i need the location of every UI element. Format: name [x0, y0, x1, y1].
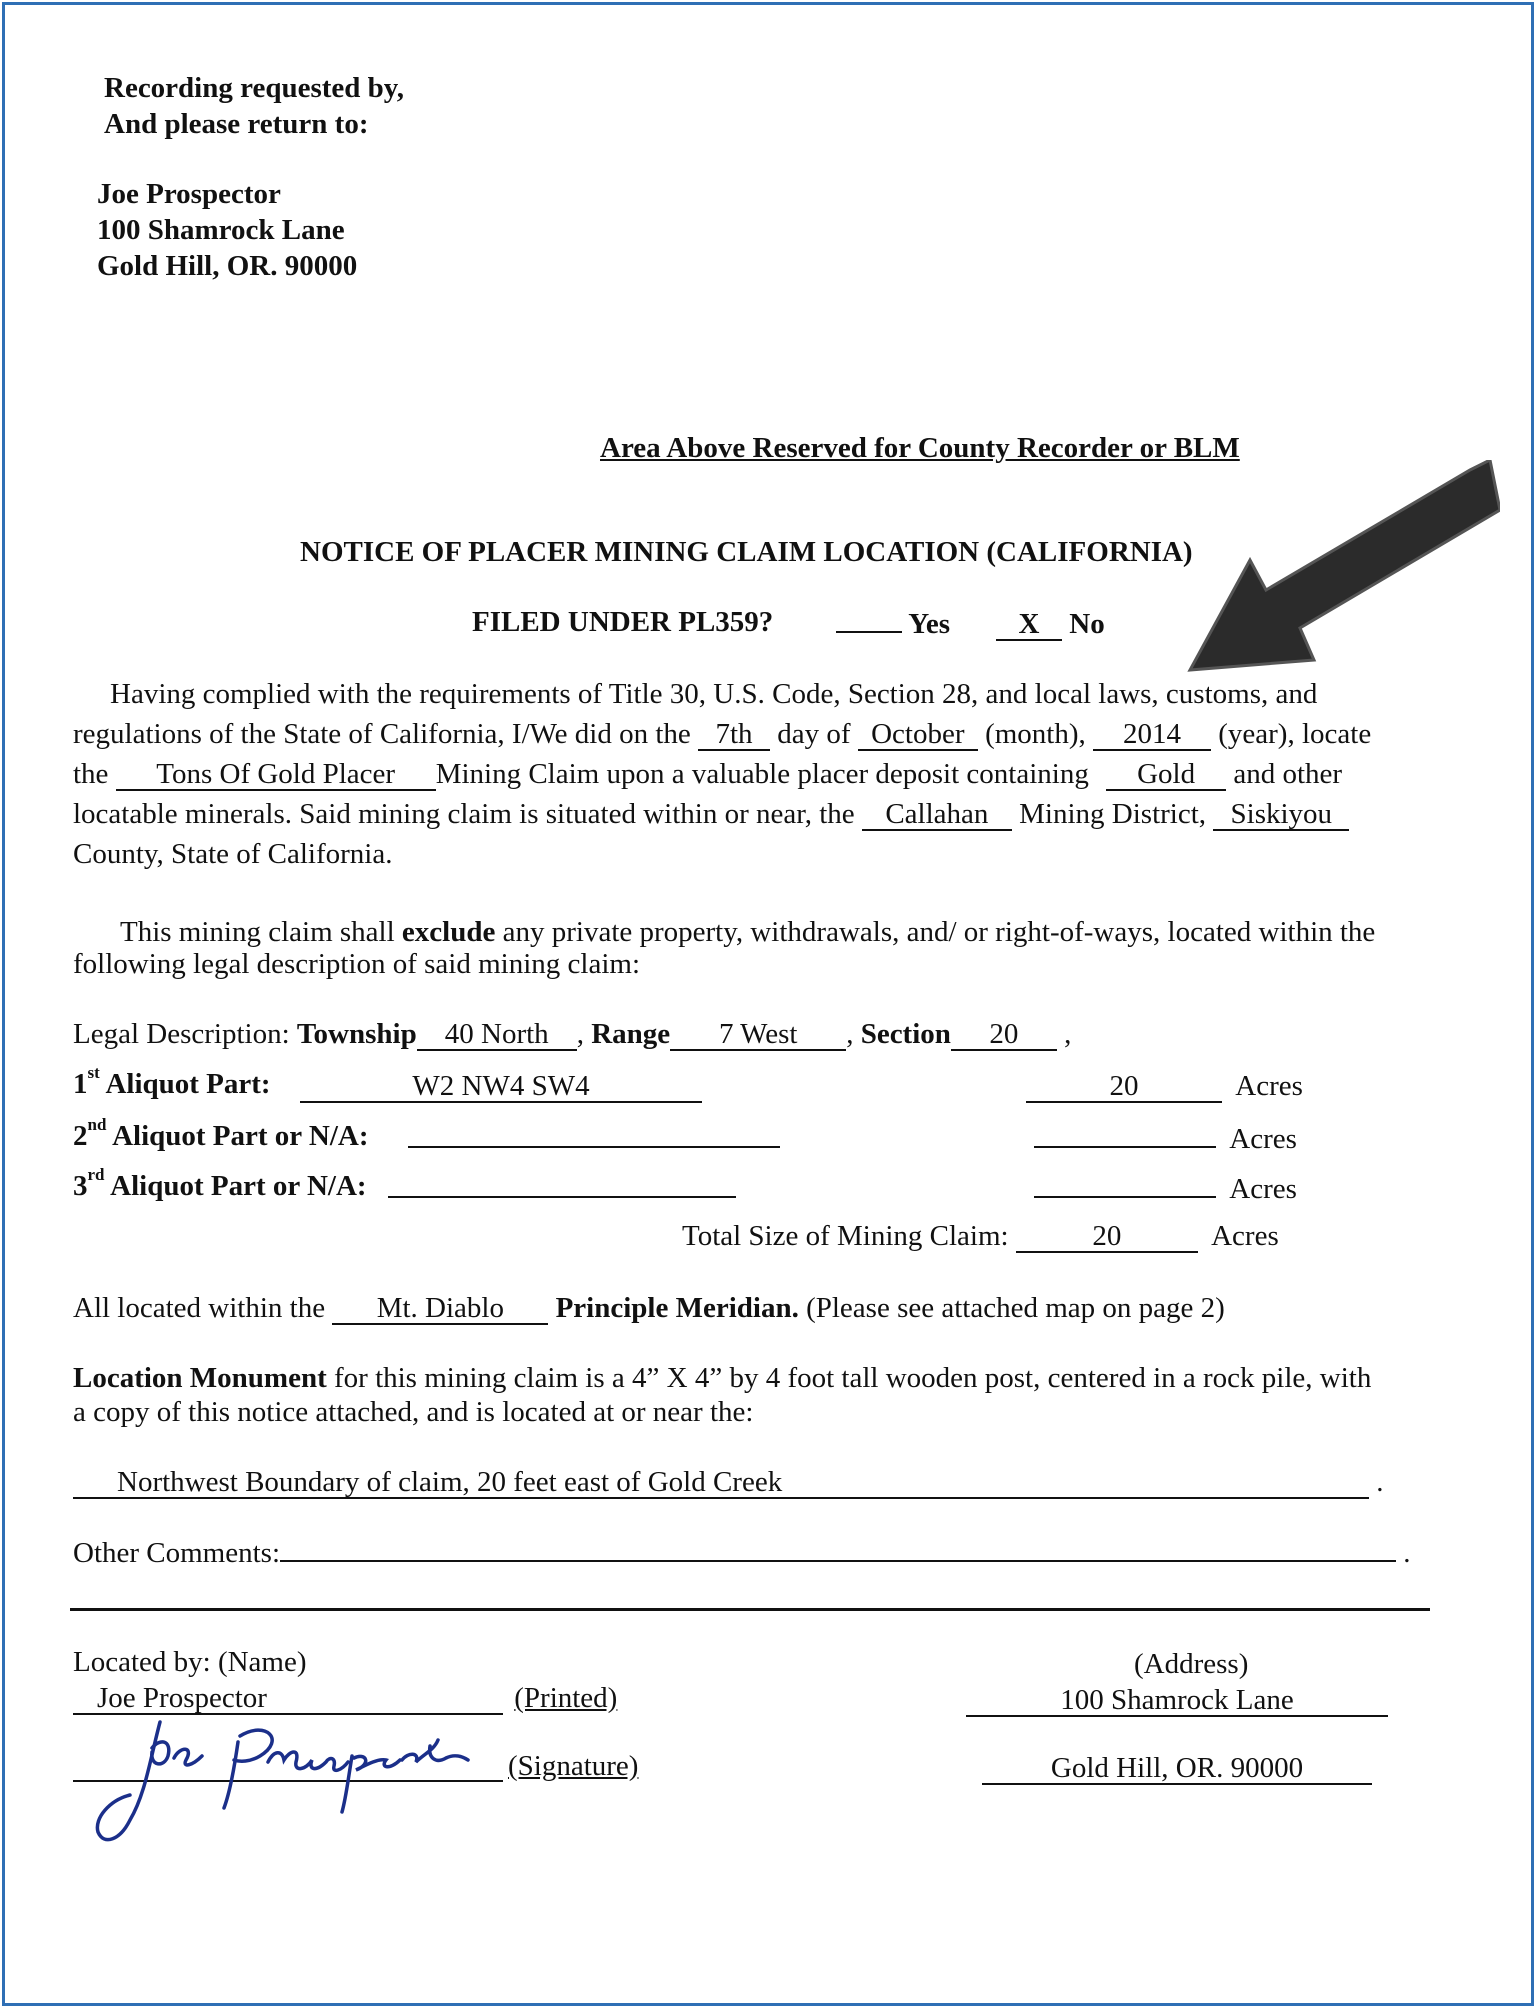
aliquot1-acres-field — [1026, 1068, 1303, 1104]
other-comments-line: Other Comments: . — [73, 1532, 1411, 1571]
aliquot2-label — [73, 1115, 369, 1154]
other-comments-blank — [280, 1532, 1396, 1562]
para1-line3 — [73, 756, 1342, 792]
other-comments-label: Other Comments: — [73, 1537, 281, 1569]
district-value: Callahan — [862, 799, 1012, 831]
aliquot3-acres-field — [1034, 1168, 1297, 1207]
acres-label: Acres — [1229, 1173, 1297, 1205]
aliquot3-acres-blank — [1034, 1168, 1216, 1198]
reserved-area-notice: Area Above Reserved for County Recorder or BLM — [600, 432, 1240, 464]
total-acres-value: 20 — [1016, 1221, 1198, 1253]
address-street-value: 100 Shamrock Lane — [966, 1685, 1388, 1717]
para1-text: (year), locate — [1218, 718, 1372, 750]
monument-location-field: Northwest Boundary of claim, 20 feet east of Gold Creek . — [73, 1464, 1384, 1500]
mineral-value: Gold — [1106, 759, 1226, 791]
ordinal-number: 2 — [73, 1120, 88, 1152]
aliquot1-field — [300, 1068, 702, 1104]
address-city-field — [982, 1750, 1372, 1786]
arrow-icon — [1180, 460, 1500, 690]
return-city: Gold Hill, OR. 90000 — [97, 250, 358, 282]
aliquot-label: Aliquot Part: — [105, 1068, 271, 1100]
para2-line1 — [120, 914, 1375, 950]
acres-label: Acres — [1235, 1070, 1303, 1102]
monument-line1 — [73, 1360, 1371, 1396]
monument-label: Location Monument — [73, 1362, 327, 1394]
para1-text: the — [73, 758, 109, 790]
document-title: NOTICE OF PLACER MINING CLAIM LOCATION (CALIFORNIA) — [300, 536, 1193, 568]
no-mark: X — [996, 609, 1062, 641]
total-size-label: Total Size of Mining Claim: — [682, 1220, 1009, 1252]
printed-name-value: Joe Prospector — [73, 1683, 503, 1715]
day-value: 7th — [698, 719, 770, 751]
ordinal-number: 3 — [73, 1170, 88, 1202]
monument-location-value: Northwest Boundary of claim, 20 feet east of Gold Creek — [73, 1467, 1369, 1499]
para1-text: locatable minerals. Said mining claim is situated within or near, the — [73, 798, 855, 830]
meridian-value: Mt. Diablo — [332, 1293, 548, 1325]
aliquot3-blank — [388, 1168, 736, 1198]
para2-line2: following legal description of said mining claim: — [73, 948, 641, 980]
section-divider — [70, 1608, 1430, 1611]
county-value: Siskiyou — [1213, 799, 1349, 831]
aliquot3-field — [388, 1168, 736, 1207]
recording-requested-line: Recording requested by, — [104, 72, 404, 104]
aliquot3-label — [73, 1165, 367, 1204]
month-value: October — [858, 719, 978, 751]
total-size-line — [682, 1218, 1279, 1254]
ordinal-suffix: rd — [87, 1165, 105, 1184]
meridian-line — [73, 1290, 1225, 1326]
return-street: 100 Shamrock Lane — [97, 214, 345, 246]
yes-label: Yes — [908, 608, 951, 640]
section-label: Section — [860, 1018, 951, 1050]
township-value: 40 North — [417, 1019, 577, 1051]
yes-mark — [836, 631, 902, 633]
aliquot2-acres-blank — [1034, 1118, 1216, 1148]
claim-name-value: Tons Of Gold Placer — [116, 759, 436, 791]
ordinal-suffix: st — [87, 1063, 100, 1082]
para1-text: Mining Claim upon a valuable placer deposit containing — [435, 758, 1089, 790]
aliquot2-field — [408, 1118, 780, 1157]
para1-text: Mining District, — [1019, 798, 1207, 830]
address-street-field — [966, 1682, 1388, 1718]
para1-text: day of — [777, 718, 851, 750]
acres-label: Acres — [1229, 1123, 1297, 1155]
para1-text: (month), — [985, 718, 1086, 750]
para1-line5: County, State of California. — [73, 838, 393, 870]
year-value: 2014 — [1093, 719, 1211, 751]
aliquot1-acres-value: 20 — [1026, 1071, 1222, 1103]
no-label: No — [1069, 608, 1105, 640]
para1-line1: Having complied with the requirements of Title 30, U.S. Code, Section 28, and local laws, customs, and — [110, 678, 1318, 710]
aliquot-label: Aliquot Part or N/A: — [112, 1120, 369, 1152]
meridian-text: All located within the — [73, 1292, 326, 1324]
aliquot2-acres-field — [1034, 1118, 1297, 1157]
filed-under-yes — [836, 606, 950, 642]
township-label: Township — [296, 1018, 417, 1050]
monument-text: for this mining claim is a 4” X 4” by 4 foot tall wooden post, centered in a rock pile, with — [334, 1362, 1372, 1394]
signature-label: (Signature) — [508, 1750, 639, 1782]
address-city-value: Gold Hill, OR. 90000 — [982, 1753, 1372, 1785]
section-value: 20 — [951, 1019, 1057, 1051]
aliquot1-value: W2 NW4 SW4 — [300, 1071, 702, 1103]
monument-line2: a copy of this notice attached, and is located at or near the: — [73, 1396, 754, 1428]
legal-description-line: Legal Description: Township 40 North , Range 7 West , Section 20 , — [73, 1018, 1072, 1050]
address-label: (Address) — [1134, 1648, 1249, 1680]
filed-under-label: FILED UNDER PL359? — [472, 606, 774, 638]
para1-text: regulations of the State of California, I/We did on the — [73, 718, 691, 750]
aliquot-label: Aliquot Part or N/A: — [110, 1170, 367, 1202]
filed-under-no — [996, 606, 1105, 642]
para2-text: This mining claim shall — [120, 916, 395, 948]
aliquot1-label — [73, 1063, 271, 1102]
meridian-text: (Please see attached map on page 2) — [806, 1292, 1225, 1324]
please-return-line: And please return to: — [104, 108, 369, 140]
aliquot2-blank — [408, 1118, 780, 1148]
range-value: 7 West — [670, 1019, 846, 1051]
ordinal-number: 1 — [73, 1068, 88, 1100]
acres-label: Acres — [1211, 1220, 1279, 1252]
handwritten-signature — [90, 1700, 490, 1850]
para2-text: any private property, withdrawals, and/ or right-of-ways, located within the — [502, 916, 1376, 948]
para1-line4 — [73, 796, 1349, 832]
legal-label: Legal Description: — [73, 1018, 290, 1050]
printed-label: (Printed) — [514, 1682, 618, 1714]
meridian-label: Principle Meridian. — [555, 1292, 799, 1324]
return-name: Joe Prospector — [97, 178, 281, 210]
exclude-word: exclude — [401, 916, 496, 948]
ordinal-suffix: nd — [87, 1115, 107, 1134]
located-by-label: Located by: (Name) — [73, 1646, 307, 1678]
para1-line2 — [73, 716, 1371, 752]
range-label: Range — [591, 1018, 671, 1050]
para1-text: and other — [1233, 758, 1343, 790]
